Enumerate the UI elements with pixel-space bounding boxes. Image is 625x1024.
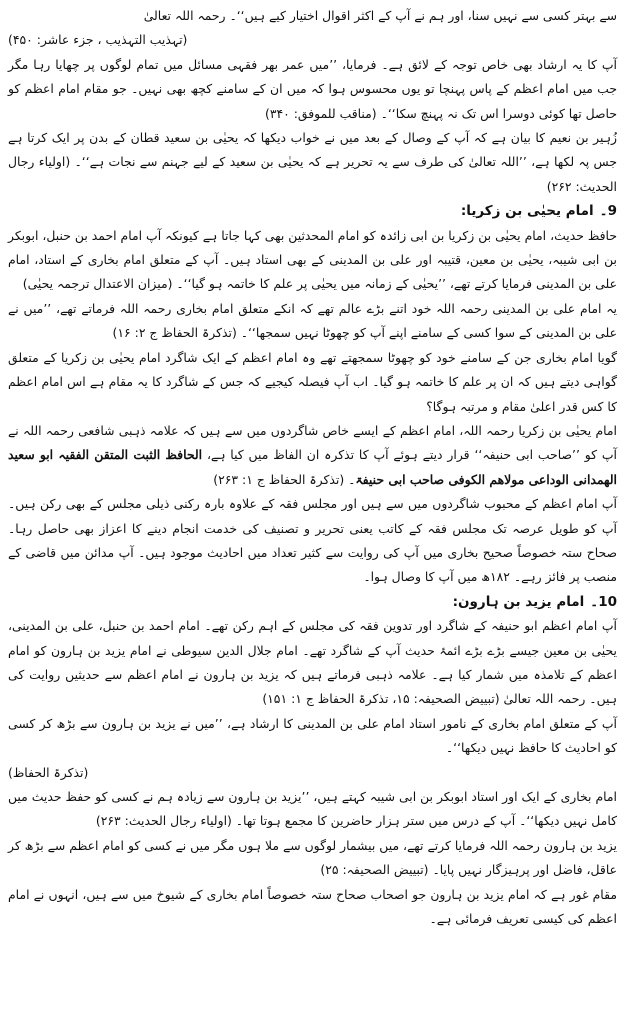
section-title: امام یحیٰی بن زکریا: xyxy=(460,203,594,220)
section-number: 10۔ xyxy=(590,593,617,610)
zahabi-reference: ۔ (تذکرۃ الحفاظ ج ۱: ۲۶۳) xyxy=(213,471,356,487)
paragraph-ali-madini: یہ امام علی بن المدینی رحمہ اللہ خود اتنے بڑے عالم تھے کہ انکے متعلق امام بخاری رحمہ اللہ فرماتے تھے، ’’میں نے علی بن المدینی کے سوا کسی کے سامنے اپنے آپ کو چھوٹا نہیں سمجھا‘‘۔ (تذکرۃ الحفاظ ج ۲: ۱۶) xyxy=(8,300,617,341)
paragraph-madini-on-yazid: آپ کے متعلق امام بخاری کے نامور استاد امام علی بن المدینی کا ارشاد ہے، ’’میں نے یزید بن ہارون سے بڑھ کر کسی کو احادیث کا حافظ نہیں دیکھا‘‘۔ xyxy=(8,715,617,756)
reference-tahzeeb: (تہذیب التہذیب ، جزء عاشر: ۴۵۰) xyxy=(8,32,188,48)
paragraph-intro-quote: سے بہتر کسی سے نہیں سنا، اور ہم نے آپ کے اکثر اقوال اختیار کیے ہیں‘‘۔ رحمہ اللہ تعالیٰ xyxy=(143,8,617,23)
paragraph-bukhari-testimony: گویا امام بخاری جن کے سامنے خود کو چھوٹا سمجھتے تھے وہ امام اعظم کے ایک شاگرد امام یحیٰی بن زکریا کے متعلق گواہی دیتے ہیں کہ ان پر علم کا خاتمہ ہو گیا۔ اب آپ فیصلہ کیجیے کہ جس کے شاگرد کا یہ مقام ہے اس امام اعظم کا کس قدر اعلیٰ مقام و مرتبہ ہوگا؟ xyxy=(8,349,617,414)
zahabi-intro-text: امام یحیٰی بن زکریا رحمہ اللہ، امام اعظم کے ایسے خاص شاگردوں میں سے ہیں کہ علامہ ذہبی شافعی رحمہ اللہ نے آپ کو ’’صاحب ابی حنیفہ‘‘ قرار دیتے ہوئے آپ کا تذکرہ ان الفاظ میں کیا ہے، xyxy=(8,422,617,463)
section-title: امام یزید بن ہارون: xyxy=(452,593,585,610)
section-heading-yazid xyxy=(8,590,617,614)
paragraph-abi-shaiba: امام بخاری کے ایک اور استاد ابوبکر بن ابی شیبہ کہتے ہیں، ’’یزید بن ہارون سے زیادہ ہم نے کسی کو حفظ حدیث میں کامل نہیں دیکھا‘‘۔ آپ کے درس میں ستر ہزار حاضرین کا مجمع ہوتا تھا۔ (اولیاء رجال الحدیث: ۲۶۳) xyxy=(8,789,617,829)
paragraph-dream-narration: زُہیر بن نعیم کا بیان ہے کہ آپ کے وصال کے بعد میں نے خواب دیکھا کہ یحیٰی بن سعید قطان کے بدن پر ایک کرتا ہے جس پہ لکھا ہے، ’’اللہ تعالیٰ کی طرف سے یہ تحریر ہے کہ یحیٰی بن سعید کے لیے جہنم سے نجات ہے‘‘۔ (اولیاء رجال الحدیث: ۲۶۲) xyxy=(8,130,617,194)
paragraph-conclusion: مقام غور ہے کہ امام یزید بن ہارون جو اصحاب صحاح ستہ خصوصاً امام بخاری کے شیوخ میں سے ہیں، انہوں نے امام اعظم کی کیسی تعریف فرمائی ہے۔ xyxy=(8,886,617,927)
paragraph-fiqh-council: آپ امام اعظم کے محبوب شاگردوں میں سے ہیں اور مجلس فقہ کے علاوہ بارہ رکنی ذیلی مجلس کے بھی رکن ہیں۔ آپ کو طویل عرصہ تک مجلس فقہ کے کاتب یعنی تحریر و تصنیف کی خدمت انجام دینے کا اعزاز بھی حاصل رہا۔ صحاح ستہ خصوصاً صحیح بخاری میں آپ کی روایت سے کثیر تعداد میں احادیث موجود ہیں۔ آپ مدائن میں قاضی کے منصب پر فائز رہے۔ ۱۸۲ھ میں آپ کا وصال ہوا۔ xyxy=(8,496,617,585)
paragraph-yahya-bio: حافظ حدیث، امام یحیٰی بن زکریا بن ابی زائدہ کو امام المحدثین بھی کہا جاتا ہے کیونکہ آپ امام احمد بن حنبل، ابوبکر بن ابی شیبہ، یحیٰی بن معین، قتیبہ اور علی بن المدینی کے بھی استاد ہیں۔ آپ کے متعلق امام بخاری کے استاد، امام علی بن المدینی فرمایا کرتے تھے، ’’یحیٰی کے زمانہ میں یحیٰی پر علم کا خاتمہ ہو گیا‘‘۔ (میزان الاعتدال ترجمہ یحیٰی) xyxy=(8,227,617,292)
section-heading-yahya xyxy=(8,199,617,223)
paragraph-yazid-saying: یزید بن ہارون رحمہ اللہ فرمایا کرتے تھے، میں بیشمار لوگوں سے ملا ہوں مگر میں نے کسی کو امام اعظم سے بڑھ کر عاقل، فاضل اور پرہیزگار نہیں پایا۔ (تبییض الصحیفہ: ۲۵) xyxy=(8,837,617,878)
paragraph-yazid-bio: آپ امام اعظم ابو حنیفہ کے شاگرد اور تدوین فقہ کی مجلس کے اہم رکن تھے۔ امام احمد بن حنبل، علی بن المدینی، یحیٰی بن معین جیسے بڑے بڑے ائمۂ حدیث آپ کے شاگرد تھے۔ امام جلال الدین سیوطی نے امام یزید بن ہارون کو امام اعظم کے تلامذہ میں شمار کیا ہے۔ علامہ ذہبی فرماتے ہیں کہ یزید بن ہارون نے امام اعظم سے حدیثیں روایت کی ہیں۔ رحمہ اللہ تعالیٰ (تبییض الصحیفہ: ۱۵، تذکرۃ الحفاظ ج ۱: ۱۵۱) xyxy=(8,618,617,707)
reference-tazkira: (تذکرۃ الحفاظ) xyxy=(8,764,89,780)
arabic-title-quote: الحافظ الثبت المتقن الفقیہ ابو سعید الھمدانی الوداعی مولاھم الکوفی صاحب ابی حنیفۃ xyxy=(8,447,617,487)
paragraph-imam-saying: آپ کا یہ ارشاد بھی خاص توجہ کے لائق ہے۔ فرمایا، ’’میں عمر بھر فقہی مسائل میں تمام لوگوں پر چھایا رہا مگر جب میں امام اعظم کے پاس پہنچا تو یوں محسوس ہوا کہ میں ان کے سامنے کچھ بھی نہیں۔ جو مقام امام اعظم کو حاصل تھا کوئی دوسرا اس تک نہ پہنچ سکا‘‘۔ (مناقب للموفق: ۳۴۰) xyxy=(8,56,617,121)
paragraph-zahabi-quote xyxy=(8,419,617,492)
section-number: 9۔ xyxy=(599,203,617,220)
